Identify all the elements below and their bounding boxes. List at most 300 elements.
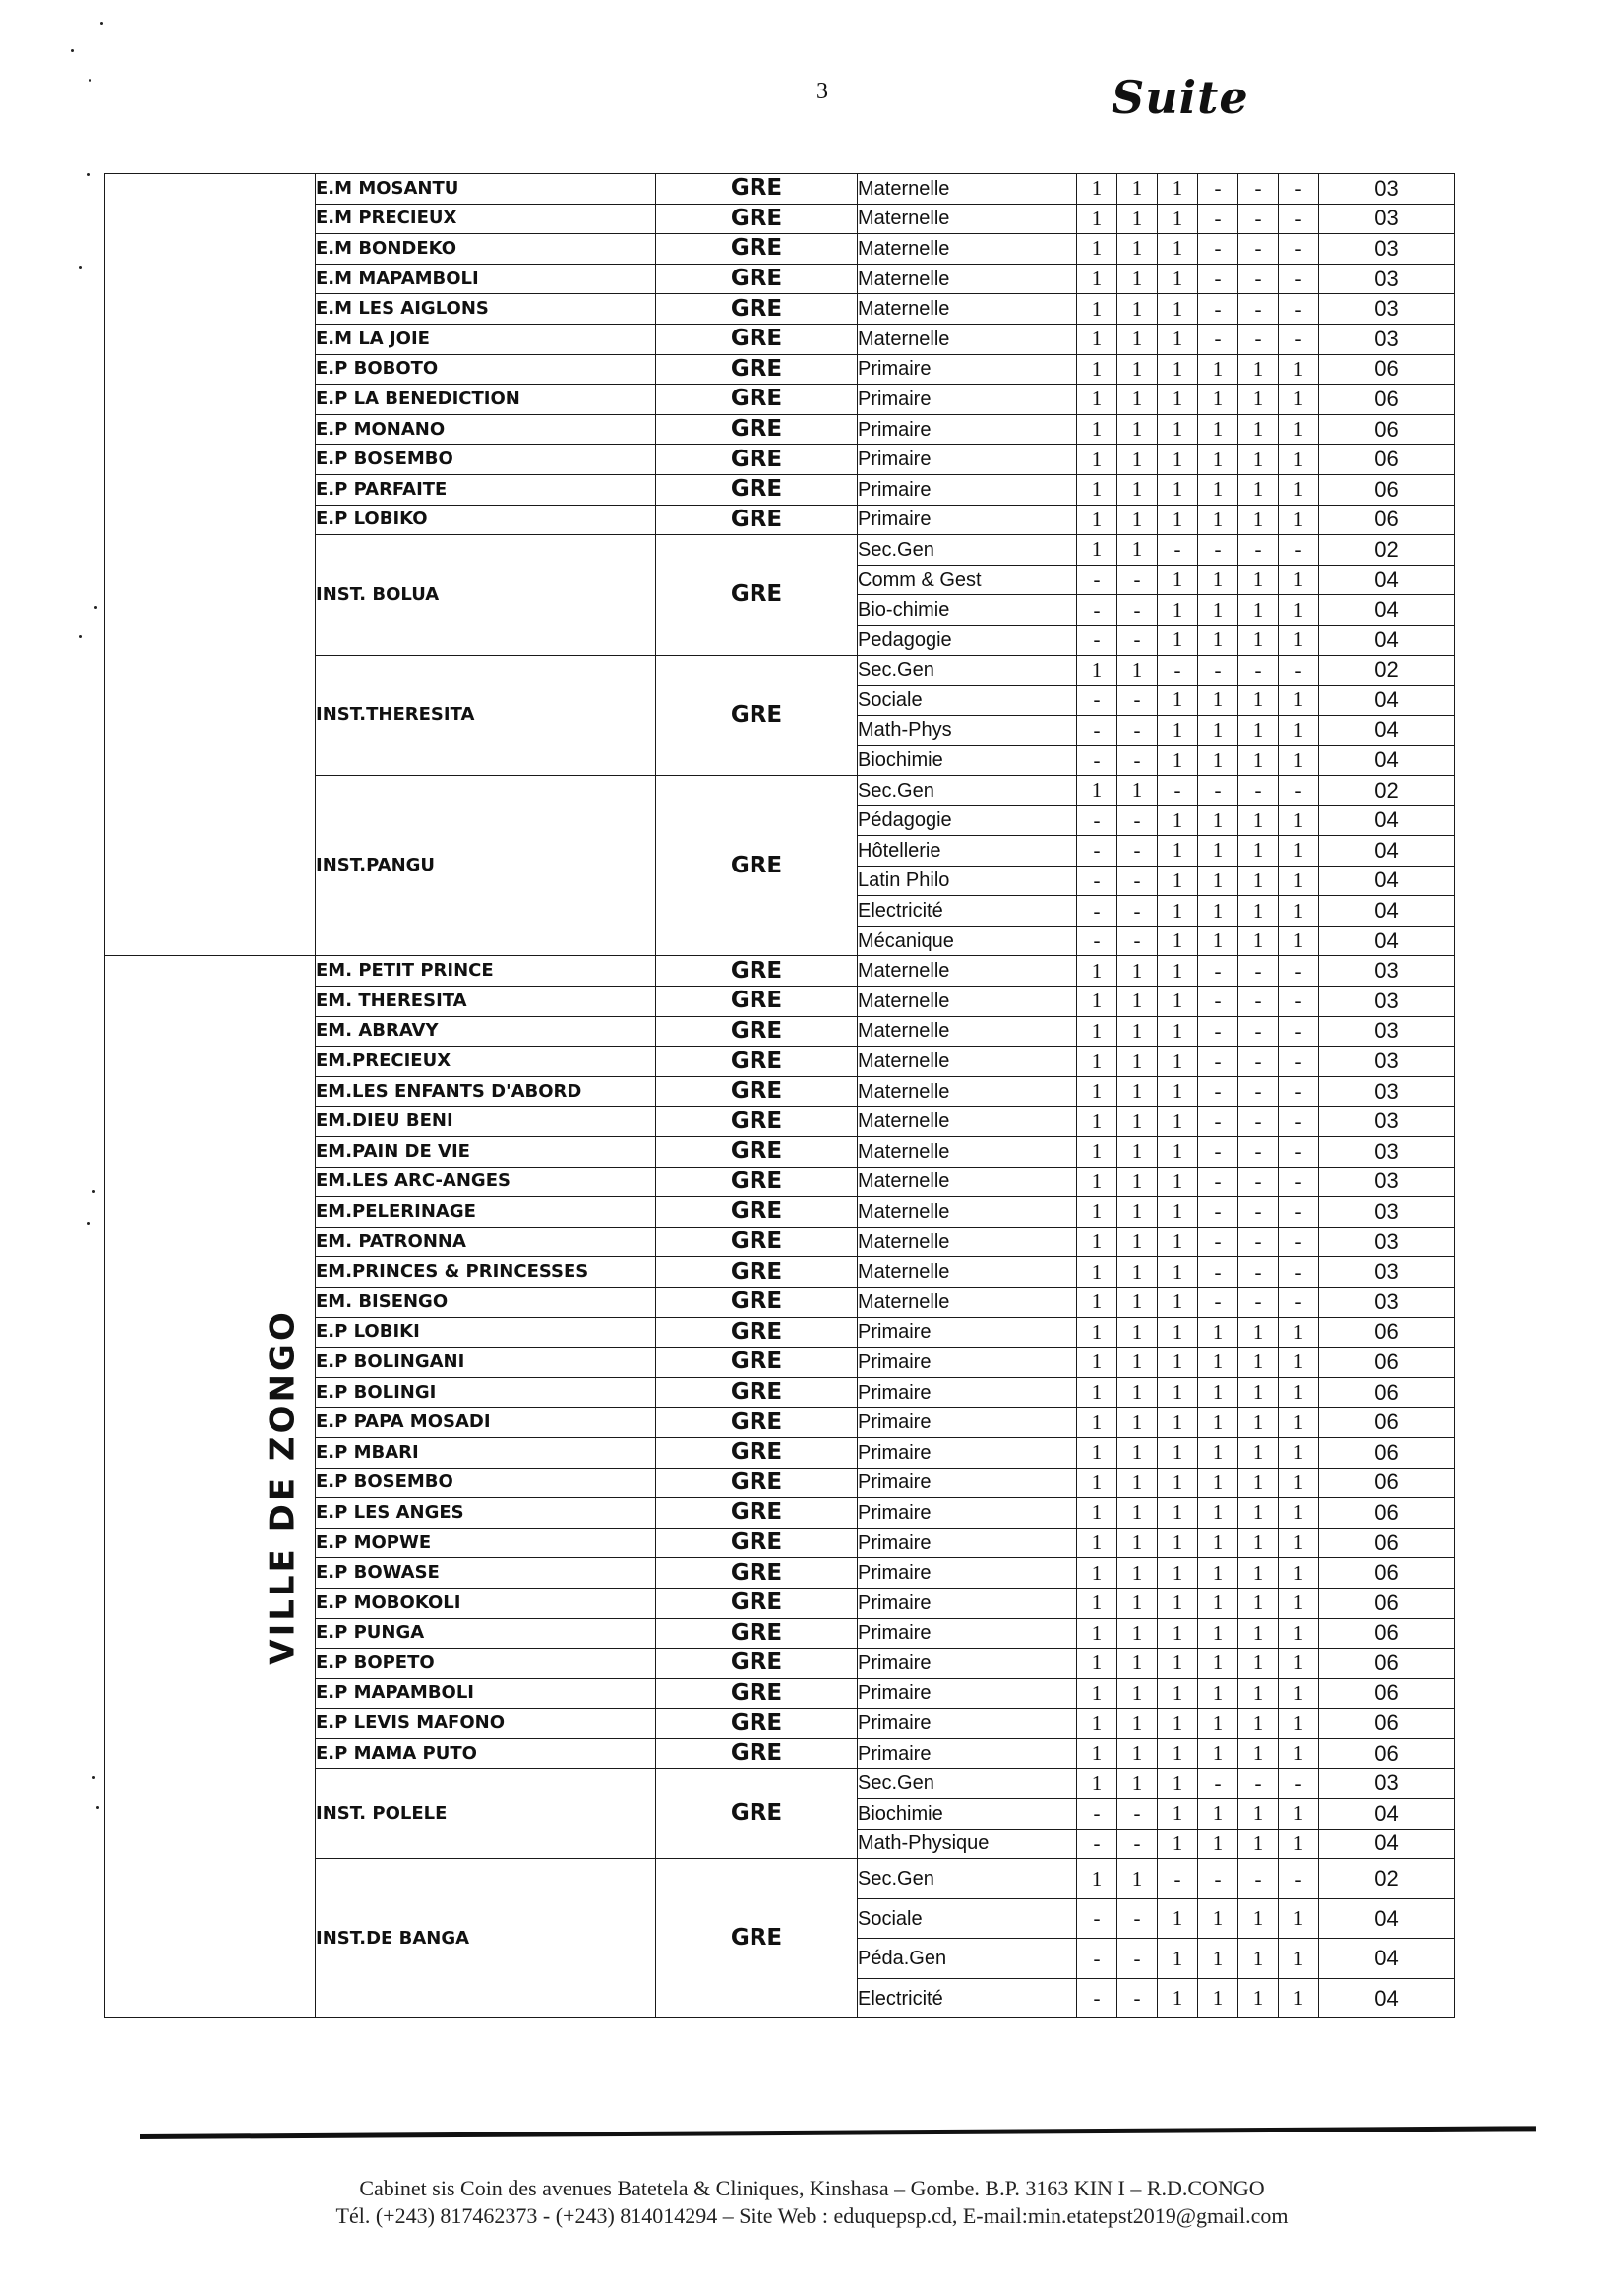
total-cell: 04 — [1319, 1939, 1455, 1979]
class-count-cell: 1 — [1117, 1618, 1158, 1649]
class-count-cell: 1 — [1158, 1076, 1198, 1107]
class-count-cell: 1 — [1158, 1829, 1198, 1859]
class-count-cell: 1 — [1158, 474, 1198, 505]
class-count-cell: 1 — [1117, 1257, 1158, 1288]
class-count-cell: 1 — [1077, 1076, 1117, 1107]
option-label: Pédagogie — [858, 806, 1077, 836]
class-count-cell: 1 — [1158, 1047, 1198, 1077]
gestion-code: GRE — [656, 1678, 858, 1709]
class-count-cell: 1 — [1158, 686, 1198, 716]
class-count-cell: 1 — [1279, 866, 1319, 896]
class-count-cell: 1 — [1198, 1978, 1238, 2018]
option-label: Primaire — [858, 1317, 1077, 1348]
class-count-cell: - — [1279, 264, 1319, 294]
class-count-cell: 1 — [1158, 1437, 1198, 1468]
class-count-cell: 1 — [1279, 1408, 1319, 1438]
class-count-cell: 1 — [1238, 926, 1279, 956]
class-count-cell: 1 — [1117, 1227, 1158, 1257]
class-count-cell: 1 — [1238, 1348, 1279, 1378]
class-count-cell: 1 — [1238, 1558, 1279, 1589]
gestion-code: GRE — [656, 1167, 858, 1197]
class-count-cell: 1 — [1279, 1317, 1319, 1348]
class-count-cell: 1 — [1238, 1437, 1279, 1468]
option-label: Maternelle — [858, 1137, 1077, 1168]
option-label: Maternelle — [858, 174, 1077, 205]
class-count-cell: 1 — [1158, 1317, 1198, 1348]
total-cell: 06 — [1319, 385, 1455, 415]
class-count-cell: 1 — [1238, 806, 1279, 836]
class-count-cell: - — [1077, 686, 1117, 716]
class-count-cell: 1 — [1158, 1618, 1198, 1649]
class-count-cell: 1 — [1238, 354, 1279, 385]
gestion-code: GRE — [656, 474, 858, 505]
option-label: Primaire — [858, 1588, 1077, 1618]
class-count-cell: 1 — [1198, 746, 1238, 776]
school-name: INST. POLELE — [316, 1769, 656, 1859]
class-count-cell: 1 — [1238, 1678, 1279, 1709]
total-cell: 03 — [1319, 1769, 1455, 1799]
school-name: E.P BOSEMBO — [316, 445, 656, 475]
class-count-cell: 1 — [1117, 1859, 1158, 1899]
class-count-cell: - — [1077, 746, 1117, 776]
class-count-cell: 1 — [1158, 1769, 1198, 1799]
class-count-cell: 1 — [1238, 1978, 1279, 2018]
school-name: E.P MAPAMBOLI — [316, 1678, 656, 1709]
class-count-cell: 1 — [1198, 474, 1238, 505]
class-count-cell: 1 — [1158, 1799, 1198, 1830]
class-count-cell: 1 — [1117, 204, 1158, 234]
total-cell: 06 — [1319, 1738, 1455, 1769]
class-count-cell: 1 — [1198, 1898, 1238, 1939]
class-count-cell: 1 — [1158, 595, 1198, 626]
option-label: Primaire — [858, 1498, 1077, 1529]
class-count-cell: - — [1238, 1257, 1279, 1288]
class-count-cell: 1 — [1158, 414, 1198, 445]
class-count-cell: 1 — [1238, 1377, 1279, 1408]
class-count-cell: 1 — [1077, 174, 1117, 205]
class-count-cell: 1 — [1198, 565, 1238, 595]
class-count-cell: 1 — [1117, 1558, 1158, 1589]
option-label: Primaire — [858, 445, 1077, 475]
class-count-cell: - — [1198, 1769, 1238, 1799]
gestion-code: GRE — [656, 1047, 858, 1077]
class-count-cell: 1 — [1117, 1408, 1158, 1438]
gestion-code: GRE — [656, 445, 858, 475]
class-count-cell: 1 — [1117, 1649, 1158, 1679]
gestion-code: GRE — [656, 234, 858, 265]
class-count-cell: 1 — [1279, 1348, 1319, 1378]
school-name: INST. BOLUA — [316, 535, 656, 655]
school-name: E.M MOSANTU — [316, 174, 656, 205]
gestion-code: GRE — [656, 1437, 858, 1468]
class-count-cell: - — [1117, 595, 1158, 626]
gestion-code: GRE — [656, 354, 858, 385]
class-count-cell: 1 — [1117, 474, 1158, 505]
class-count-cell: - — [1238, 1016, 1279, 1047]
school-name: EM. PETIT PRINCE — [316, 956, 656, 987]
class-count-cell: - — [1279, 956, 1319, 987]
table-row — [105, 956, 1455, 987]
class-count-cell: 1 — [1077, 1859, 1117, 1899]
class-count-cell: 1 — [1279, 1498, 1319, 1529]
class-count-cell: 1 — [1077, 1377, 1117, 1408]
class-count-cell: - — [1198, 1227, 1238, 1257]
option-label: Primaire — [858, 474, 1077, 505]
class-count-cell: 1 — [1279, 414, 1319, 445]
total-cell: 06 — [1319, 1468, 1455, 1498]
class-count-cell: 1 — [1158, 1348, 1198, 1378]
school-name: EM. ABRAVY — [316, 1016, 656, 1047]
class-count-cell: 1 — [1117, 1287, 1158, 1317]
class-count-cell: - — [1158, 655, 1198, 686]
school-name: EM. PATRONNA — [316, 1227, 656, 1257]
class-count-cell: - — [1279, 1076, 1319, 1107]
class-count-cell: 1 — [1238, 686, 1279, 716]
class-count-cell: 1 — [1238, 505, 1279, 535]
total-cell: 06 — [1319, 1377, 1455, 1408]
class-count-cell: 1 — [1158, 294, 1198, 325]
class-count-cell: 1 — [1279, 1437, 1319, 1468]
option-label: Maternelle — [858, 1047, 1077, 1077]
school-name: EM.PAIN DE VIE — [316, 1137, 656, 1168]
option-label: Sec.Gen — [858, 655, 1077, 686]
class-count-cell: 1 — [1198, 1738, 1238, 1769]
gestion-code: GRE — [656, 1076, 858, 1107]
total-cell: 06 — [1319, 1317, 1455, 1348]
option-label: Maternelle — [858, 1227, 1077, 1257]
scan-speck — [94, 606, 97, 609]
option-label: Sec.Gen — [858, 1769, 1077, 1799]
class-count-cell: - — [1238, 1197, 1279, 1228]
class-count-cell: - — [1279, 294, 1319, 325]
class-count-cell: 1 — [1117, 385, 1158, 415]
class-count-cell: 1 — [1279, 1898, 1319, 1939]
class-count-cell: 1 — [1117, 294, 1158, 325]
class-count-cell: - — [1077, 565, 1117, 595]
class-count-cell: - — [1238, 535, 1279, 566]
class-count-cell: 1 — [1117, 775, 1158, 806]
class-count-cell: 1 — [1198, 1939, 1238, 1979]
class-count-cell: - — [1117, 1939, 1158, 1979]
class-count-cell: 1 — [1238, 896, 1279, 927]
class-count-cell: 1 — [1077, 1738, 1117, 1769]
class-count-cell: 1 — [1117, 1076, 1158, 1107]
class-count-cell: - — [1198, 1257, 1238, 1288]
class-count-cell: 1 — [1077, 474, 1117, 505]
class-count-cell: 1 — [1158, 1709, 1198, 1739]
class-count-cell: - — [1279, 1257, 1319, 1288]
gestion-code: GRE — [656, 1588, 858, 1618]
option-label: Electricité — [858, 896, 1077, 927]
class-count-cell: 1 — [1279, 1799, 1319, 1830]
class-count-cell: 1 — [1238, 836, 1279, 867]
class-count-cell: 1 — [1158, 1377, 1198, 1408]
class-count-cell: 1 — [1198, 1558, 1238, 1589]
class-count-cell: 1 — [1158, 1227, 1198, 1257]
class-count-cell: - — [1198, 1287, 1238, 1317]
class-count-cell: 1 — [1279, 746, 1319, 776]
class-count-cell: 1 — [1279, 1528, 1319, 1558]
option-label: Math-Phys — [858, 715, 1077, 746]
class-count-cell: - — [1279, 204, 1319, 234]
class-count-cell: - — [1198, 1047, 1238, 1077]
class-count-cell: 1 — [1158, 1898, 1198, 1939]
gestion-code: GRE — [656, 1528, 858, 1558]
class-count-cell: - — [1198, 1137, 1238, 1168]
class-count-cell: - — [1077, 715, 1117, 746]
class-count-cell: - — [1117, 1898, 1158, 1939]
gestion-code: GRE — [656, 1468, 858, 1498]
option-label: Primaire — [858, 1348, 1077, 1378]
class-count-cell: 1 — [1279, 1678, 1319, 1709]
class-count-cell: 1 — [1158, 866, 1198, 896]
class-count-cell: 1 — [1158, 505, 1198, 535]
option-label: Sociale — [858, 1898, 1077, 1939]
school-name: E.P LEVIS MAFONO — [316, 1709, 656, 1739]
class-count-cell: 1 — [1077, 1709, 1117, 1739]
class-count-cell: 1 — [1279, 445, 1319, 475]
class-count-cell: 1 — [1077, 1649, 1117, 1679]
class-count-cell: 1 — [1198, 1588, 1238, 1618]
class-count-cell: - — [1279, 1107, 1319, 1137]
option-label: Maternelle — [858, 294, 1077, 325]
class-count-cell: - — [1238, 264, 1279, 294]
class-count-cell: 1 — [1279, 565, 1319, 595]
total-cell: 04 — [1319, 1978, 1455, 2018]
class-count-cell: - — [1198, 174, 1238, 205]
class-count-cell: 1 — [1238, 746, 1279, 776]
total-cell: 04 — [1319, 746, 1455, 776]
total-cell: 03 — [1319, 1076, 1455, 1107]
class-count-cell: 1 — [1077, 1016, 1117, 1047]
class-count-cell: 1 — [1198, 1649, 1238, 1679]
class-count-cell: - — [1077, 866, 1117, 896]
class-count-cell: 1 — [1279, 1738, 1319, 1769]
class-count-cell: 1 — [1198, 354, 1238, 385]
total-cell: 06 — [1319, 1498, 1455, 1529]
class-count-cell: 1 — [1238, 445, 1279, 475]
class-count-cell: 1 — [1077, 775, 1117, 806]
class-count-cell: - — [1238, 294, 1279, 325]
option-label: Maternelle — [858, 1016, 1077, 1047]
total-cell: 04 — [1319, 926, 1455, 956]
class-count-cell: - — [1077, 1898, 1117, 1939]
class-count-cell: - — [1198, 294, 1238, 325]
scan-speck — [96, 1806, 99, 1809]
gestion-code: GRE — [656, 1317, 858, 1348]
option-label: Hôtellerie — [858, 836, 1077, 867]
class-count-cell: 1 — [1198, 414, 1238, 445]
class-count-cell: 1 — [1117, 1498, 1158, 1529]
class-count-cell: 1 — [1117, 1738, 1158, 1769]
class-count-cell: - — [1077, 595, 1117, 626]
class-count-cell: 1 — [1279, 1829, 1319, 1859]
scan-speck — [92, 1776, 95, 1779]
scan-speck — [100, 22, 103, 25]
class-count-cell: 1 — [1117, 1016, 1158, 1047]
class-count-cell: - — [1077, 1939, 1117, 1979]
class-count-cell: 1 — [1077, 1498, 1117, 1529]
class-count-cell: 1 — [1279, 896, 1319, 927]
class-count-cell: - — [1077, 836, 1117, 867]
class-count-cell: - — [1117, 926, 1158, 956]
class-count-cell: 1 — [1279, 625, 1319, 655]
class-count-cell: 1 — [1117, 414, 1158, 445]
option-label: Sociale — [858, 686, 1077, 716]
gestion-code: GRE — [656, 505, 858, 535]
class-count-cell: - — [1198, 655, 1238, 686]
school-name: E.M LA JOIE — [316, 324, 656, 354]
class-count-cell: - — [1238, 1047, 1279, 1077]
class-count-cell: 1 — [1117, 1468, 1158, 1498]
class-count-cell: - — [1238, 234, 1279, 265]
class-count-cell: 1 — [1198, 806, 1238, 836]
class-count-cell: 1 — [1077, 1437, 1117, 1468]
gestion-code: GRE — [656, 775, 858, 956]
total-cell: 02 — [1319, 1859, 1455, 1899]
option-label: Maternelle — [858, 1167, 1077, 1197]
class-count-cell: 1 — [1158, 1468, 1198, 1498]
class-count-cell: 1 — [1198, 1348, 1238, 1378]
total-cell: 04 — [1319, 625, 1455, 655]
total-cell: 04 — [1319, 836, 1455, 867]
class-count-cell: 1 — [1117, 1437, 1158, 1468]
class-count-cell: 1 — [1117, 1769, 1158, 1799]
option-label: Primaire — [858, 1618, 1077, 1649]
class-count-cell: 1 — [1158, 1738, 1198, 1769]
class-count-cell: 1 — [1238, 1528, 1279, 1558]
class-count-cell: 1 — [1158, 1107, 1198, 1137]
class-count-cell: - — [1279, 1137, 1319, 1168]
total-cell: 03 — [1319, 1287, 1455, 1317]
class-count-cell: 1 — [1279, 806, 1319, 836]
class-count-cell: 1 — [1077, 1257, 1117, 1288]
class-count-cell: 1 — [1279, 385, 1319, 415]
class-count-cell: - — [1117, 866, 1158, 896]
class-count-cell: 1 — [1198, 836, 1238, 867]
school-name: E.P MBARI — [316, 1437, 656, 1468]
class-count-cell: 1 — [1238, 1408, 1279, 1438]
class-count-cell: 1 — [1158, 1678, 1198, 1709]
class-count-cell: 1 — [1198, 1829, 1238, 1859]
class-count-cell: 1 — [1198, 1709, 1238, 1739]
class-count-cell: 1 — [1077, 1348, 1117, 1378]
option-label: Primaire — [858, 1377, 1077, 1408]
total-cell: 03 — [1319, 234, 1455, 265]
school-name: E.M PRECIEUX — [316, 204, 656, 234]
class-count-cell: - — [1198, 1167, 1238, 1197]
class-count-cell: 1 — [1238, 385, 1279, 415]
class-count-cell: - — [1279, 1016, 1319, 1047]
class-count-cell: - — [1198, 324, 1238, 354]
class-count-cell: - — [1158, 535, 1198, 566]
class-count-cell: 1 — [1077, 385, 1117, 415]
class-count-cell: 1 — [1077, 234, 1117, 265]
class-count-cell: 1 — [1238, 1709, 1279, 1739]
class-count-cell: 1 — [1279, 1649, 1319, 1679]
option-label: Primaire — [858, 1468, 1077, 1498]
class-count-cell: 1 — [1077, 324, 1117, 354]
school-name: EM. THERESITA — [316, 987, 656, 1017]
class-count-cell: 1 — [1077, 655, 1117, 686]
class-count-cell: 1 — [1238, 1317, 1279, 1348]
option-label: Mécanique — [858, 926, 1077, 956]
class-count-cell: - — [1117, 625, 1158, 655]
class-count-cell: 1 — [1117, 987, 1158, 1017]
class-count-cell: 1 — [1238, 565, 1279, 595]
class-count-cell: 1 — [1077, 1558, 1117, 1589]
total-cell: 03 — [1319, 264, 1455, 294]
gestion-code: GRE — [656, 1137, 858, 1168]
total-cell: 02 — [1319, 655, 1455, 686]
gestion-code: GRE — [656, 1859, 858, 2018]
class-count-cell: 1 — [1238, 474, 1279, 505]
class-count-cell: 1 — [1279, 1468, 1319, 1498]
class-count-cell: 1 — [1198, 926, 1238, 956]
school-name: E.P BOSEMBO — [316, 1468, 656, 1498]
class-count-cell: 1 — [1158, 324, 1198, 354]
option-label: Primaire — [858, 1437, 1077, 1468]
school-name: E.P BOWASE — [316, 1558, 656, 1589]
class-count-cell: - — [1279, 324, 1319, 354]
total-cell: 04 — [1319, 595, 1455, 626]
class-count-cell: 1 — [1238, 1799, 1279, 1830]
class-count-cell: 1 — [1158, 1528, 1198, 1558]
gestion-code: GRE — [656, 324, 858, 354]
class-count-cell: 1 — [1279, 1618, 1319, 1649]
class-count-cell: 1 — [1117, 1588, 1158, 1618]
class-count-cell: - — [1117, 896, 1158, 927]
class-count-cell: - — [1279, 174, 1319, 205]
class-count-cell: - — [1198, 1197, 1238, 1228]
class-count-cell: - — [1279, 234, 1319, 265]
class-count-cell: - — [1117, 1829, 1158, 1859]
class-count-cell: 1 — [1117, 956, 1158, 987]
class-count-cell: - — [1198, 956, 1238, 987]
class-count-cell: 1 — [1198, 1528, 1238, 1558]
footer-contact: Tél. (+243) 817462373 - (+243) 814014294 – Site Web : eduquepsp.cd, E-mail:min.etatepst2019@gmail.com — [335, 2203, 1289, 2228]
school-name: E.M MAPAMBOLI — [316, 264, 656, 294]
class-count-cell: 1 — [1117, 445, 1158, 475]
class-count-cell: 1 — [1117, 1317, 1158, 1348]
option-label: Biochimie — [858, 1799, 1077, 1830]
total-cell: 03 — [1319, 1197, 1455, 1228]
school-name: EM.PELERINAGE — [316, 1197, 656, 1228]
class-count-cell: 1 — [1158, 1016, 1198, 1047]
class-count-cell: 1 — [1158, 1197, 1198, 1228]
class-count-cell: 1 — [1279, 474, 1319, 505]
total-cell: 03 — [1319, 1107, 1455, 1137]
total-cell: 04 — [1319, 1898, 1455, 1939]
class-count-cell: 1 — [1238, 595, 1279, 626]
class-count-cell: 1 — [1279, 1709, 1319, 1739]
total-cell: 06 — [1319, 445, 1455, 475]
class-count-cell: 1 — [1117, 1047, 1158, 1077]
schools-table — [104, 173, 1455, 2018]
class-count-cell: - — [1117, 715, 1158, 746]
total-cell: 03 — [1319, 956, 1455, 987]
class-count-cell: - — [1077, 806, 1117, 836]
table-row — [105, 174, 1455, 205]
scan-speck — [92, 1190, 95, 1193]
option-label: Math-Physique — [858, 1829, 1077, 1859]
class-count-cell: 1 — [1158, 565, 1198, 595]
school-name: E.P MOBOKOLI — [316, 1588, 656, 1618]
class-count-cell: - — [1117, 565, 1158, 595]
class-count-cell: 1 — [1279, 686, 1319, 716]
class-count-cell: - — [1117, 806, 1158, 836]
class-count-cell: - — [1198, 535, 1238, 566]
